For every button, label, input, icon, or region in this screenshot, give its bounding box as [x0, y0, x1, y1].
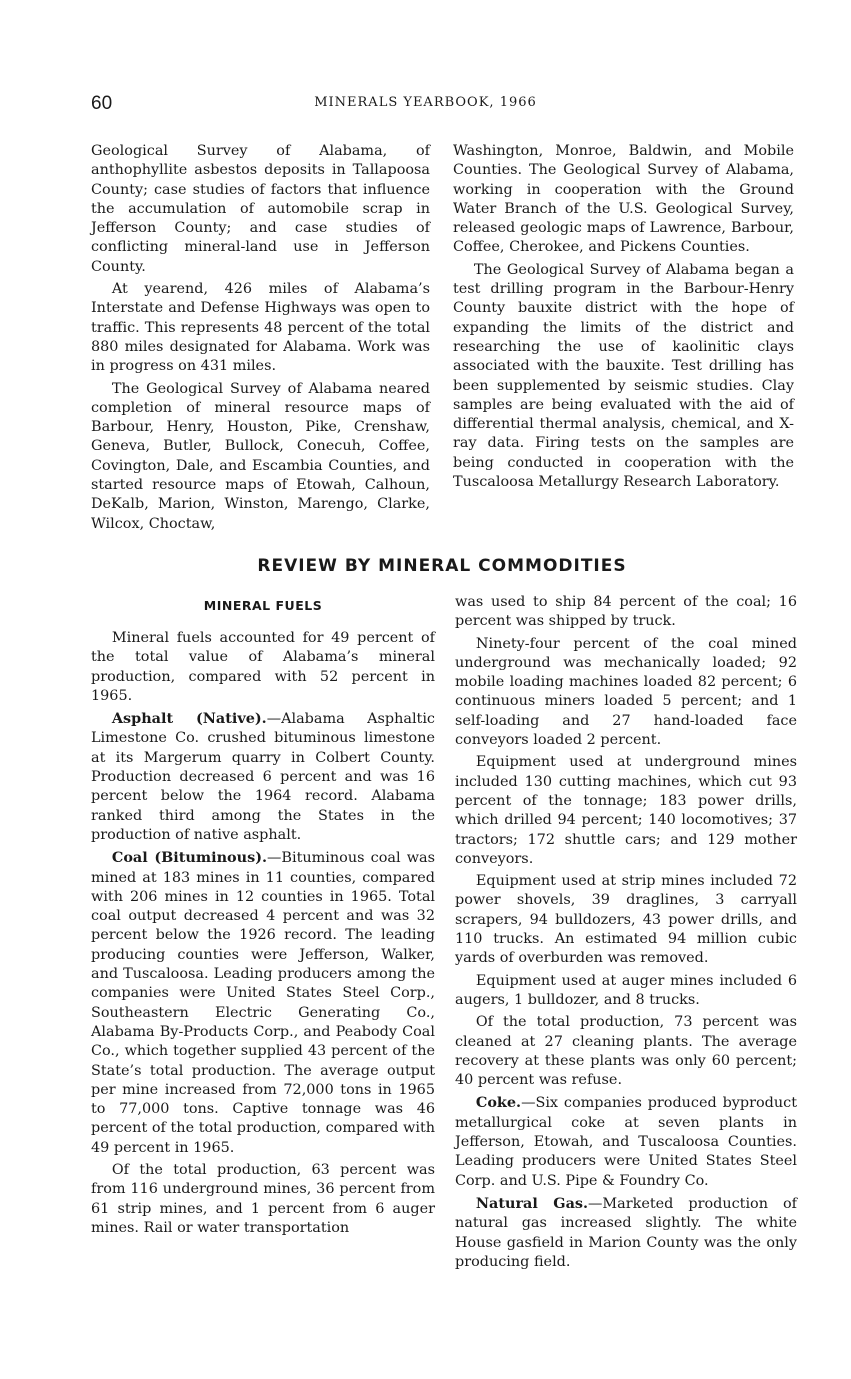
paragraph: Of the total production, 73 percent was cleaned at 27 cleaning plants. The average recovery at these plants was only 60 percent; 40 percent was refuse. [455, 1014, 797, 1089]
paragraph: Mineral fuels accounted for 49 percent of the total value of Alabama’s mineral production, compared with 52 percent in 1965. [91, 630, 435, 704]
paragraph: At yearend, 426 miles of Alabama’s Interstate and Defense Highways was open to traffic. This represents 48 percent of the total 880 miles designated for Alabama. Work was in progress on 431 miles. [91, 281, 430, 375]
upper-right-column [453, 142, 794, 492]
section-heading: REVIEW BY MINERAL COMMODITIES [257, 556, 627, 576]
natural-gas-paragraph [455, 1194, 797, 1272]
coke-heading: Coke. [475, 1094, 522, 1112]
paragraph: Geological Survey of Alabama, of anthophyllite asbestos deposits in Tallapoosa County; case studies of factors that influence the accumulation of automobile scrap in Jefferson County; and case studies of conflicting mineral-land use in Jefferson County. [91, 143, 430, 275]
paragraph: Of the total production, 63 percent was from 116 underground mines, 36 percent from 61 strip mines, and 1 percent from 6 auger mines. Rail or water transportation [91, 1162, 435, 1236]
paragraph: Washington, Monroe, Baldwin, and Mobile Counties. The Geological Survey of Alabama, working in cooperation with the Ground Water Branch of the U.S. Geological Survey, released geologic maps of Lawrence, Barbour, Coffee, Cherokee, and Pickens Counties. [453, 143, 794, 256]
coke-paragraph [455, 1093, 797, 1190]
coal-heading: Coal (Bituminous). [111, 849, 268, 867]
asphalt-text: —Alabama Asphaltic Limestone Co. crushed bituminous limestone at its Margerum quarry in Colbert County. Production decreased 6 percent and was 16 percent below the 1964 record. Alabama ranked third among the States in the production of native asphalt. [91, 711, 435, 843]
paragraph: The Geological Survey of Alabama neared completion of mineral resource maps of Barbour, Henry, Houston, Pike, Crenshaw, Geneva, Butler, Bullock, Conecuh, Coffee, Covington, Dale, and Escambia Counties, and started resource maps of Etowah, Calhoun, DeKalb, Marion, Winston, Marengo, Clarke, Wilcox, Choctaw, [91, 380, 430, 532]
paragraph: was used to ship 84 percent of the coal; 16 percent was shipped by truck. [455, 594, 797, 630]
coal-paragraph [91, 848, 435, 1158]
asphalt-paragraph [91, 709, 435, 845]
subsection-heading: MINERAL FUELS [203, 598, 323, 613]
coke-text: —Six companies produced byproduct metallurgical coke at seven plants in Jefferson, Etowah, and Tuscaloosa Counties. Leading producers were United States Steel Corp. and U.S. Pipe & Foundry Co. [455, 1095, 797, 1189]
paragraph: Ninety-four percent of the coal mined underground was mechanically loaded; 92 mobile loading machines loaded 82 percent; 6 continuous miners loaded 5 percent; and 1 self-loading and 27 hand-loaded face conveyors loaded 2 percent. [455, 635, 797, 749]
natural-gas-heading: Natural Gas. [475, 1194, 589, 1212]
page-number: 60 [91, 93, 113, 114]
running-title: MINERALS YEARBOOK, 1966 [314, 95, 537, 110]
lower-left-column [91, 626, 435, 1238]
asphalt-heading: Asphalt (Native). [111, 710, 267, 728]
paragraph: Equipment used at strip mines included 72 power shovels, 39 draglines, 3 carryall scrapers, 94 bulldozers, 43 power drills, and 110 trucks. An estimated 94 million cubic yards of overburden was removed. [455, 873, 797, 967]
natural-gas-text: —Marketed production of natural gas increased slightly. The white House gasfield in Marion County was the only producing field. [455, 1195, 797, 1270]
upper-left-column [91, 142, 430, 534]
paragraph: Equipment used at auger mines included 6 augers, 1 bulldozer, and 8 trucks. [455, 972, 797, 1008]
paragraph: The Geological Survey of Alabama began a test drilling program in the Barbour-Henry County bauxite district with the hope of expanding the limits of the district and researching the use of kaolinitic clays associated with the bauxite. Test drilling has been supplemented by seismic studies. Clay samples are being evaluated with the aid of differential thermal analysis, chemical, and X-ray data. Firing tests on the samples are being conducted in cooperation with the Tuscaloosa Metallurgy Research Laboratory. [453, 261, 794, 491]
lower-right-column [455, 593, 797, 1272]
paragraph: Equipment used at underground mines included 130 cutting machines, which cut 93 percent of the tonnage; 183 power drills, which drilled 94 percent; 140 locomotives; 37 tractors; 172 shuttle cars; and 129 mother conveyors. [455, 754, 797, 867]
coal-text: —Bituminous coal was mined at 183 mines in 11 counties, compared with 206 mines in 12 counties in 1965. Total coal output decreased 4 percent and was 32 percent below the 1926 record. The leading producing counties were Jefferson, Walker, and Tuscaloosa. Leading producers among the companies were United States Steel Corp., Southeastern Electric Generating Co., Alabama By-Products Corp., and Peabody Coal Co., which together supplied 43 percent of the State’s total production. The average output per mine increased from 72,000 tons in 1965 to 77,000 tons. Captive tonnage was 46 percent of the total production, compared with 49 percent in 1965. [91, 850, 435, 1156]
